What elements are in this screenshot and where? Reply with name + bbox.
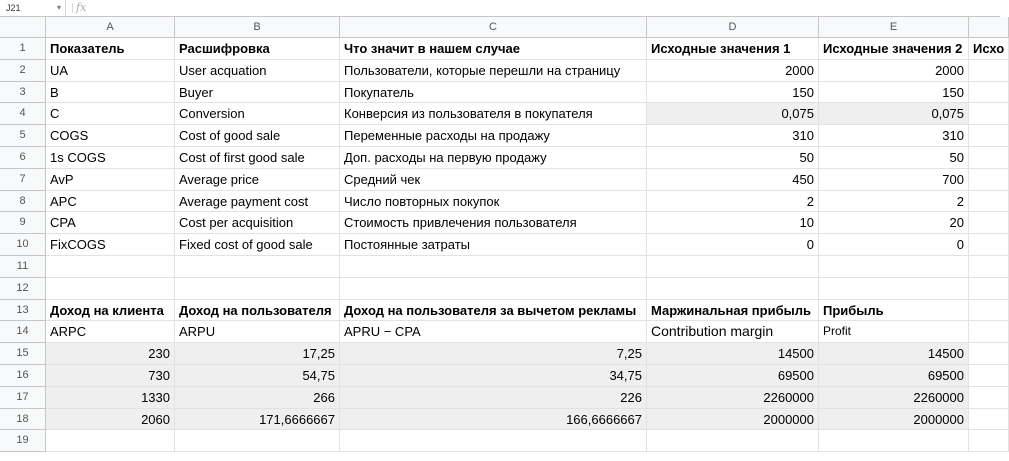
cell-c11[interactable] (340, 256, 647, 278)
cell-e10[interactable]: 0 (819, 234, 969, 256)
cell-b11[interactable] (175, 256, 340, 278)
cell-d1[interactable]: Исходные значения 1 (647, 38, 819, 60)
cell-f8[interactable] (969, 191, 1009, 213)
row-header-10[interactable]: 10 (0, 234, 46, 256)
cell-b4[interactable]: Conversion (175, 103, 340, 125)
cell-f10[interactable] (969, 234, 1009, 256)
cell-e15[interactable]: 14500 (819, 343, 969, 365)
cell-c13[interactable]: Доход на пользователя за вычетом рекламы (340, 300, 647, 322)
cell-f6[interactable] (969, 147, 1009, 169)
column-header-a[interactable]: A (46, 17, 175, 38)
cell-b1[interactable]: Расшифровка (175, 38, 340, 60)
cell-c5[interactable]: Переменные расходы на продажу (340, 125, 647, 147)
cell-f12[interactable] (969, 278, 1009, 300)
column-header-f[interactable] (969, 17, 1009, 38)
formula-bar (0, 0, 1000, 17)
cell-b9[interactable]: Cost per acquisition (175, 212, 340, 234)
cell-f1[interactable]: Исхо (969, 38, 1009, 60)
cell-d5[interactable]: 310 (647, 125, 819, 147)
cell-b7[interactable]: Average price (175, 169, 340, 191)
cell-b17[interactable]: 266 (175, 387, 340, 409)
cell-c19[interactable] (340, 430, 647, 452)
cell-c17[interactable]: 226 (340, 387, 647, 409)
row-header-16[interactable]: 16 (0, 365, 46, 387)
cell-d10[interactable]: 0 (647, 234, 819, 256)
cell-c10[interactable]: Постоянные затраты (340, 234, 647, 256)
cell-d9[interactable]: 10 (647, 212, 819, 234)
cell-c9[interactable]: Стоимость привлечения пользователя (340, 212, 647, 234)
cell-a2[interactable]: UA (46, 60, 175, 82)
cell-a9[interactable]: CPA (46, 212, 175, 234)
row-header-15[interactable]: 15 (0, 343, 46, 365)
cell-b10[interactable]: Fixed cost of good sale (175, 234, 340, 256)
cell-f2[interactable] (969, 60, 1009, 82)
cell-b14[interactable]: ARPU (175, 321, 340, 343)
cell-f19[interactable] (969, 430, 1009, 452)
row-header-9[interactable]: 9 (0, 212, 46, 234)
chevron-down-icon[interactable]: ▾ (56, 3, 61, 12)
column-header-c[interactable]: C (340, 17, 647, 38)
cell-e16[interactable]: 69500 (819, 365, 969, 387)
cell-c7[interactable]: Средний чек (340, 169, 647, 191)
cell-c4[interactable]: Конверсия из пользователя в покупателя (340, 103, 647, 125)
cell-d3[interactable]: 150 (647, 82, 819, 104)
row-header-1[interactable]: 1 (0, 38, 46, 60)
row-header-11[interactable]: 11 (0, 256, 46, 278)
cell-b16[interactable]: 54,75 (175, 365, 340, 387)
formula-divider (72, 3, 73, 13)
cell-b3[interactable]: Buyer (175, 82, 340, 104)
cell-f17[interactable] (969, 387, 1009, 409)
cell-a4[interactable]: C (46, 103, 175, 125)
cell-a3[interactable]: B (46, 82, 175, 104)
cell-d17[interactable]: 2260000 (647, 387, 819, 409)
cell-f5[interactable] (969, 125, 1009, 147)
fx-icon: fx (76, 1, 87, 14)
row-header-7[interactable]: 7 (0, 169, 46, 191)
cell-d13[interactable]: Маржинальная прибыль (647, 300, 819, 322)
cell-e6[interactable]: 50 (819, 147, 969, 169)
cell-f14[interactable] (969, 321, 1009, 343)
row-header-2[interactable]: 2 (0, 60, 46, 82)
column-header-d[interactable]: D (647, 17, 819, 38)
cell-e18[interactable]: 2000000 (819, 409, 969, 431)
cell-d11[interactable] (647, 256, 819, 278)
row-header-14[interactable]: 14 (0, 321, 46, 343)
cell-e5[interactable]: 310 (819, 125, 969, 147)
cell-b19[interactable] (175, 430, 340, 452)
cell-c3[interactable]: Покупатель (340, 82, 647, 104)
row-header-3[interactable]: 3 (0, 82, 46, 104)
cell-a18[interactable]: 2060 (46, 409, 175, 431)
cell-b18[interactable]: 171,6666667 (175, 409, 340, 431)
cell-e11[interactable] (819, 256, 969, 278)
cell-d7[interactable]: 450 (647, 169, 819, 191)
cell-e12[interactable] (819, 278, 969, 300)
cell-e13[interactable]: Прибыль (819, 300, 969, 322)
cell-a17[interactable]: 1330 (46, 387, 175, 409)
cell-e7[interactable]: 700 (819, 169, 969, 191)
cell-a10[interactable]: FixCOGS (46, 234, 175, 256)
cell-a7[interactable]: AvP (46, 169, 175, 191)
column-header-e[interactable]: E (819, 17, 969, 38)
cell-f9[interactable] (969, 212, 1009, 234)
row-header-12[interactable]: 12 (0, 278, 46, 300)
cell-a12[interactable] (46, 278, 175, 300)
cell-c16[interactable]: 34,75 (340, 365, 647, 387)
row-header-8[interactable]: 8 (0, 191, 46, 213)
cell-reference: J21 (6, 3, 21, 13)
cell-a6[interactable]: 1s COGS (46, 147, 175, 169)
cell-a5[interactable]: COGS (46, 125, 175, 147)
cell-a16[interactable]: 730 (46, 365, 175, 387)
cell-a1[interactable]: Показатель (46, 38, 175, 60)
cell-a15[interactable]: 230 (46, 343, 175, 365)
cell-f7[interactable] (969, 169, 1009, 191)
cell-e1[interactable]: Исходные значения 2 (819, 38, 969, 60)
cell-c1[interactable]: Что значит в нашем случае (340, 38, 647, 60)
cell-c18[interactable]: 166,6666667 (340, 409, 647, 431)
cell-a8[interactable]: APC (46, 191, 175, 213)
row-header-13[interactable]: 13 (0, 300, 46, 322)
cell-d19[interactable] (647, 430, 819, 452)
select-all-corner[interactable] (0, 17, 46, 38)
cell-d6[interactable]: 50 (647, 147, 819, 169)
row-header-4[interactable]: 4 (0, 103, 46, 125)
cell-b12[interactable] (175, 278, 340, 300)
cell-f16[interactable] (969, 365, 1009, 387)
row-header-17[interactable]: 17 (0, 387, 46, 409)
cell-b5[interactable]: Cost of good sale (175, 125, 340, 147)
cell-e9[interactable]: 20 (819, 212, 969, 234)
cell-f11[interactable] (969, 256, 1009, 278)
cell-b13[interactable]: Доход на пользователя (175, 300, 340, 322)
cell-f13[interactable] (969, 300, 1009, 322)
row-header-19[interactable]: 19 (0, 430, 46, 452)
cell-f15[interactable] (969, 343, 1009, 365)
cell-c6[interactable]: Доп. расходы на первую продажу (340, 147, 647, 169)
cell-d4[interactable]: 0,075 (647, 103, 819, 125)
cell-e4[interactable]: 0,075 (819, 103, 969, 125)
cell-c12[interactable] (340, 278, 647, 300)
cell-d18[interactable]: 2000000 (647, 409, 819, 431)
cell-c2[interactable]: Пользователи, которые перешли на страницу (340, 60, 647, 82)
cell-c15[interactable]: 7,25 (340, 343, 647, 365)
cell-a19[interactable] (46, 430, 175, 452)
cell-e17[interactable]: 2260000 (819, 387, 969, 409)
row-header-6[interactable]: 6 (0, 147, 46, 169)
cell-b8[interactable]: Average payment cost (175, 191, 340, 213)
cell-c8[interactable]: Число повторных покупок (340, 191, 647, 213)
cell-f18[interactable] (969, 409, 1009, 431)
cell-b2[interactable]: User acquation (175, 60, 340, 82)
cell-d12[interactable] (647, 278, 819, 300)
cell-e19[interactable] (819, 430, 969, 452)
row-header-18[interactable]: 18 (0, 409, 46, 431)
cell-a13[interactable]: Доход на клиента (46, 300, 175, 322)
cell-b15[interactable]: 17,25 (175, 343, 340, 365)
name-box[interactable] (0, 0, 66, 16)
cell-d8[interactable]: 2 (647, 191, 819, 213)
cell-e14[interactable]: Profit (819, 321, 969, 343)
cell-e8[interactable]: 2 (819, 191, 969, 213)
cell-f4[interactable] (969, 103, 1009, 125)
cell-a14[interactable]: ARPC (46, 321, 175, 343)
cell-c14[interactable]: APRU − CPA (340, 321, 647, 343)
row-header-5[interactable]: 5 (0, 125, 46, 147)
cell-d16[interactable]: 69500 (647, 365, 819, 387)
cell-d15[interactable]: 14500 (647, 343, 819, 365)
cell-e3[interactable]: 150 (819, 82, 969, 104)
cell-d14[interactable]: Contribution margin (647, 321, 819, 343)
cell-e2[interactable]: 2000 (819, 60, 969, 82)
cell-a11[interactable] (46, 256, 175, 278)
cell-b6[interactable]: Cost of first good sale (175, 147, 340, 169)
column-header-b[interactable]: B (175, 17, 340, 38)
cell-d2[interactable]: 2000 (647, 60, 819, 82)
cell-f3[interactable] (969, 82, 1009, 104)
